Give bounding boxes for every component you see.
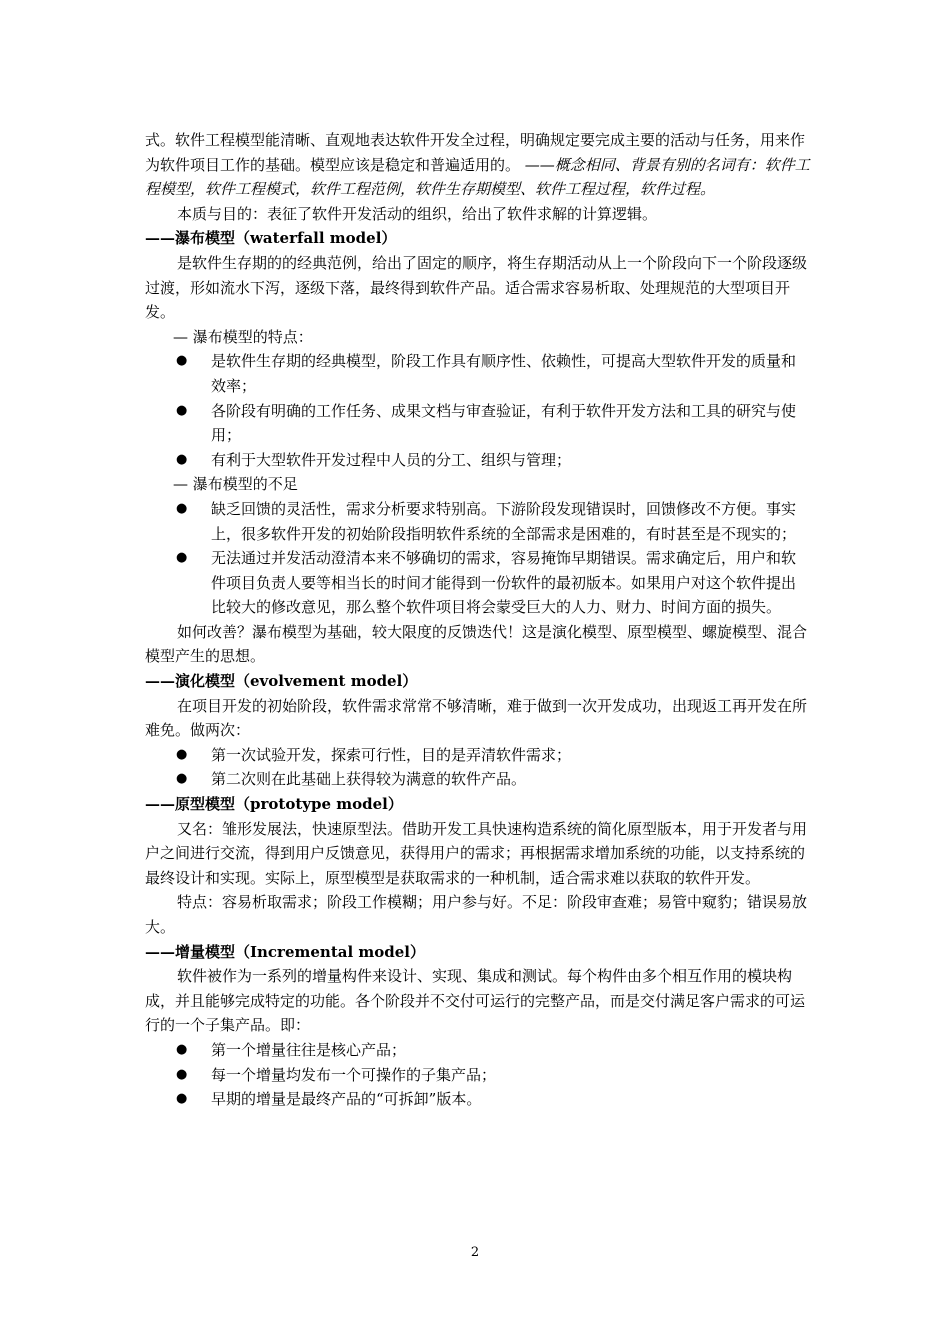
prototype-description: 又名：雏形发展法，快速原型法。借助开发工具快速构造系统的简化原型版本，用于开发者与用户之间进行交流，得到用户反馈意见，获得用户的需求；再根据需求增加系统的功能，以支持系统的最终设计和实现。实际上，原型模型是获取需求的一种机制，适合需求难以获取的软件开发。 [145, 819, 808, 887]
document-page [145, 128, 810, 1112]
waterfall-shortcomings-title: — 瀑布模型的不足 [173, 475, 298, 494]
intro-text: 式。软件工程模型能清晰、直观地表达软件开发全过程，明确规定要完成主要的活动与任务，用来作为软件项目工作的基础。模型应该是稳定和普遍适用的。 [145, 131, 806, 174]
incremental-heading: ——增量模型（Incremental model） [145, 942, 425, 961]
list-item: ● 每一个增量均发布一个可操作的子集产品； [145, 1063, 810, 1088]
page-number: 2 [470, 1245, 480, 1260]
evolution-description: 在项目开发的初始阶段，软件需求常常不够清晰，难于做到一次开发成功，出现返工再开发在所难免。做两次： [145, 696, 808, 740]
waterfall-heading: ——瀑布模型（waterfall model） [145, 229, 397, 248]
incremental-description: 软件被作为一系列的增量构件来设计、实现、集成和测试。每个构件由多个相互作用的模块构成，并且能够完成特定的功能。各个阶段并不交付可运行的完整产品，而是交付满足客户需求的可运行的一个子集产品。即： [145, 967, 806, 1035]
waterfall-features-title: — 瀑布模型的特点： [173, 327, 313, 346]
prototype-heading: ——原型模型（prototype model） [145, 795, 403, 814]
waterfall-description: 是软件生存期的的经典范例，给出了固定的顺序，将生存期活动从上一个阶段向下一个阶段逐级过渡，形如流水下泻，逐级下落，最终得到软件产品。适合需求容易析取、处理规范的大型项目开发。 [145, 253, 808, 322]
intro-paragraph [145, 128, 810, 202]
list-item: ● 第一次试验开发，探索可行性，目的是弄清软件需求； [145, 743, 810, 768]
improve-paragraph: 如何改善？瀑布模型为基础，较大限度的反馈迭代！这是演化模型、原型模型、螺旋模型、混合模型产生的思想。 [145, 622, 808, 666]
list-item: ● 是软件生存期的经典模型，阶段工作具有顺序性、依赖性，可提高大型软件开发的质量和效率； [145, 349, 810, 398]
prototype-features: 特点：容易析取需求；阶段工作模糊；用户参与好。不足：阶段审查难；易管中窥豹；错误易放大。 [145, 893, 808, 936]
list-item: ● 早期的增量是最终产品的“可拆卸”版本。 [145, 1087, 810, 1112]
list-item: ● 第一个增量往往是核心产品； [145, 1038, 810, 1063]
list-item: ● 无法通过并发活动澄清本来不够确切的需求，容易掩饰早期错误。需求确定后，用户和软件项目负责人要等相当长的时间才能得到一份软件的最初版本。如果用户对这个软件提出比较大的修改意见，那么整个软件项目将会蒙受巨大的人力、财力、时间方面的损失。 [145, 546, 810, 620]
list-item: ● 各阶段有明确的工作任务、成果文档与审查验证，有利于软件开发方法和工具的研究与使用； [145, 399, 810, 448]
intro-italic-text: ——概念相同、背景有别的名词有：软件工程模型，软件工程模式，软件工程范例，软件生存期模型、软件工程过程，软件过程。 [145, 155, 810, 199]
essence-paragraph: 本质与目的：表征了软件开发活动的组织，给出了软件求解的计算逻辑。 [177, 204, 658, 223]
evolution-heading: ——演化模型（evolvement model） [145, 672, 418, 691]
list-item: ● 有利于大型软件开发过程中人员的分工、组织与管理； [145, 448, 810, 473]
list-item: ● 第二次则在此基础上获得较为满意的软件产品。 [145, 767, 810, 792]
list-item: ● 缺乏回馈的灵活性，需求分析要求特别高。下游阶段发现错误时，回馈修改不方便。事实上，很多软件开发的初始阶段指明软件系统的全部需求是困难的，有时甚至是不现实的； [145, 497, 810, 546]
